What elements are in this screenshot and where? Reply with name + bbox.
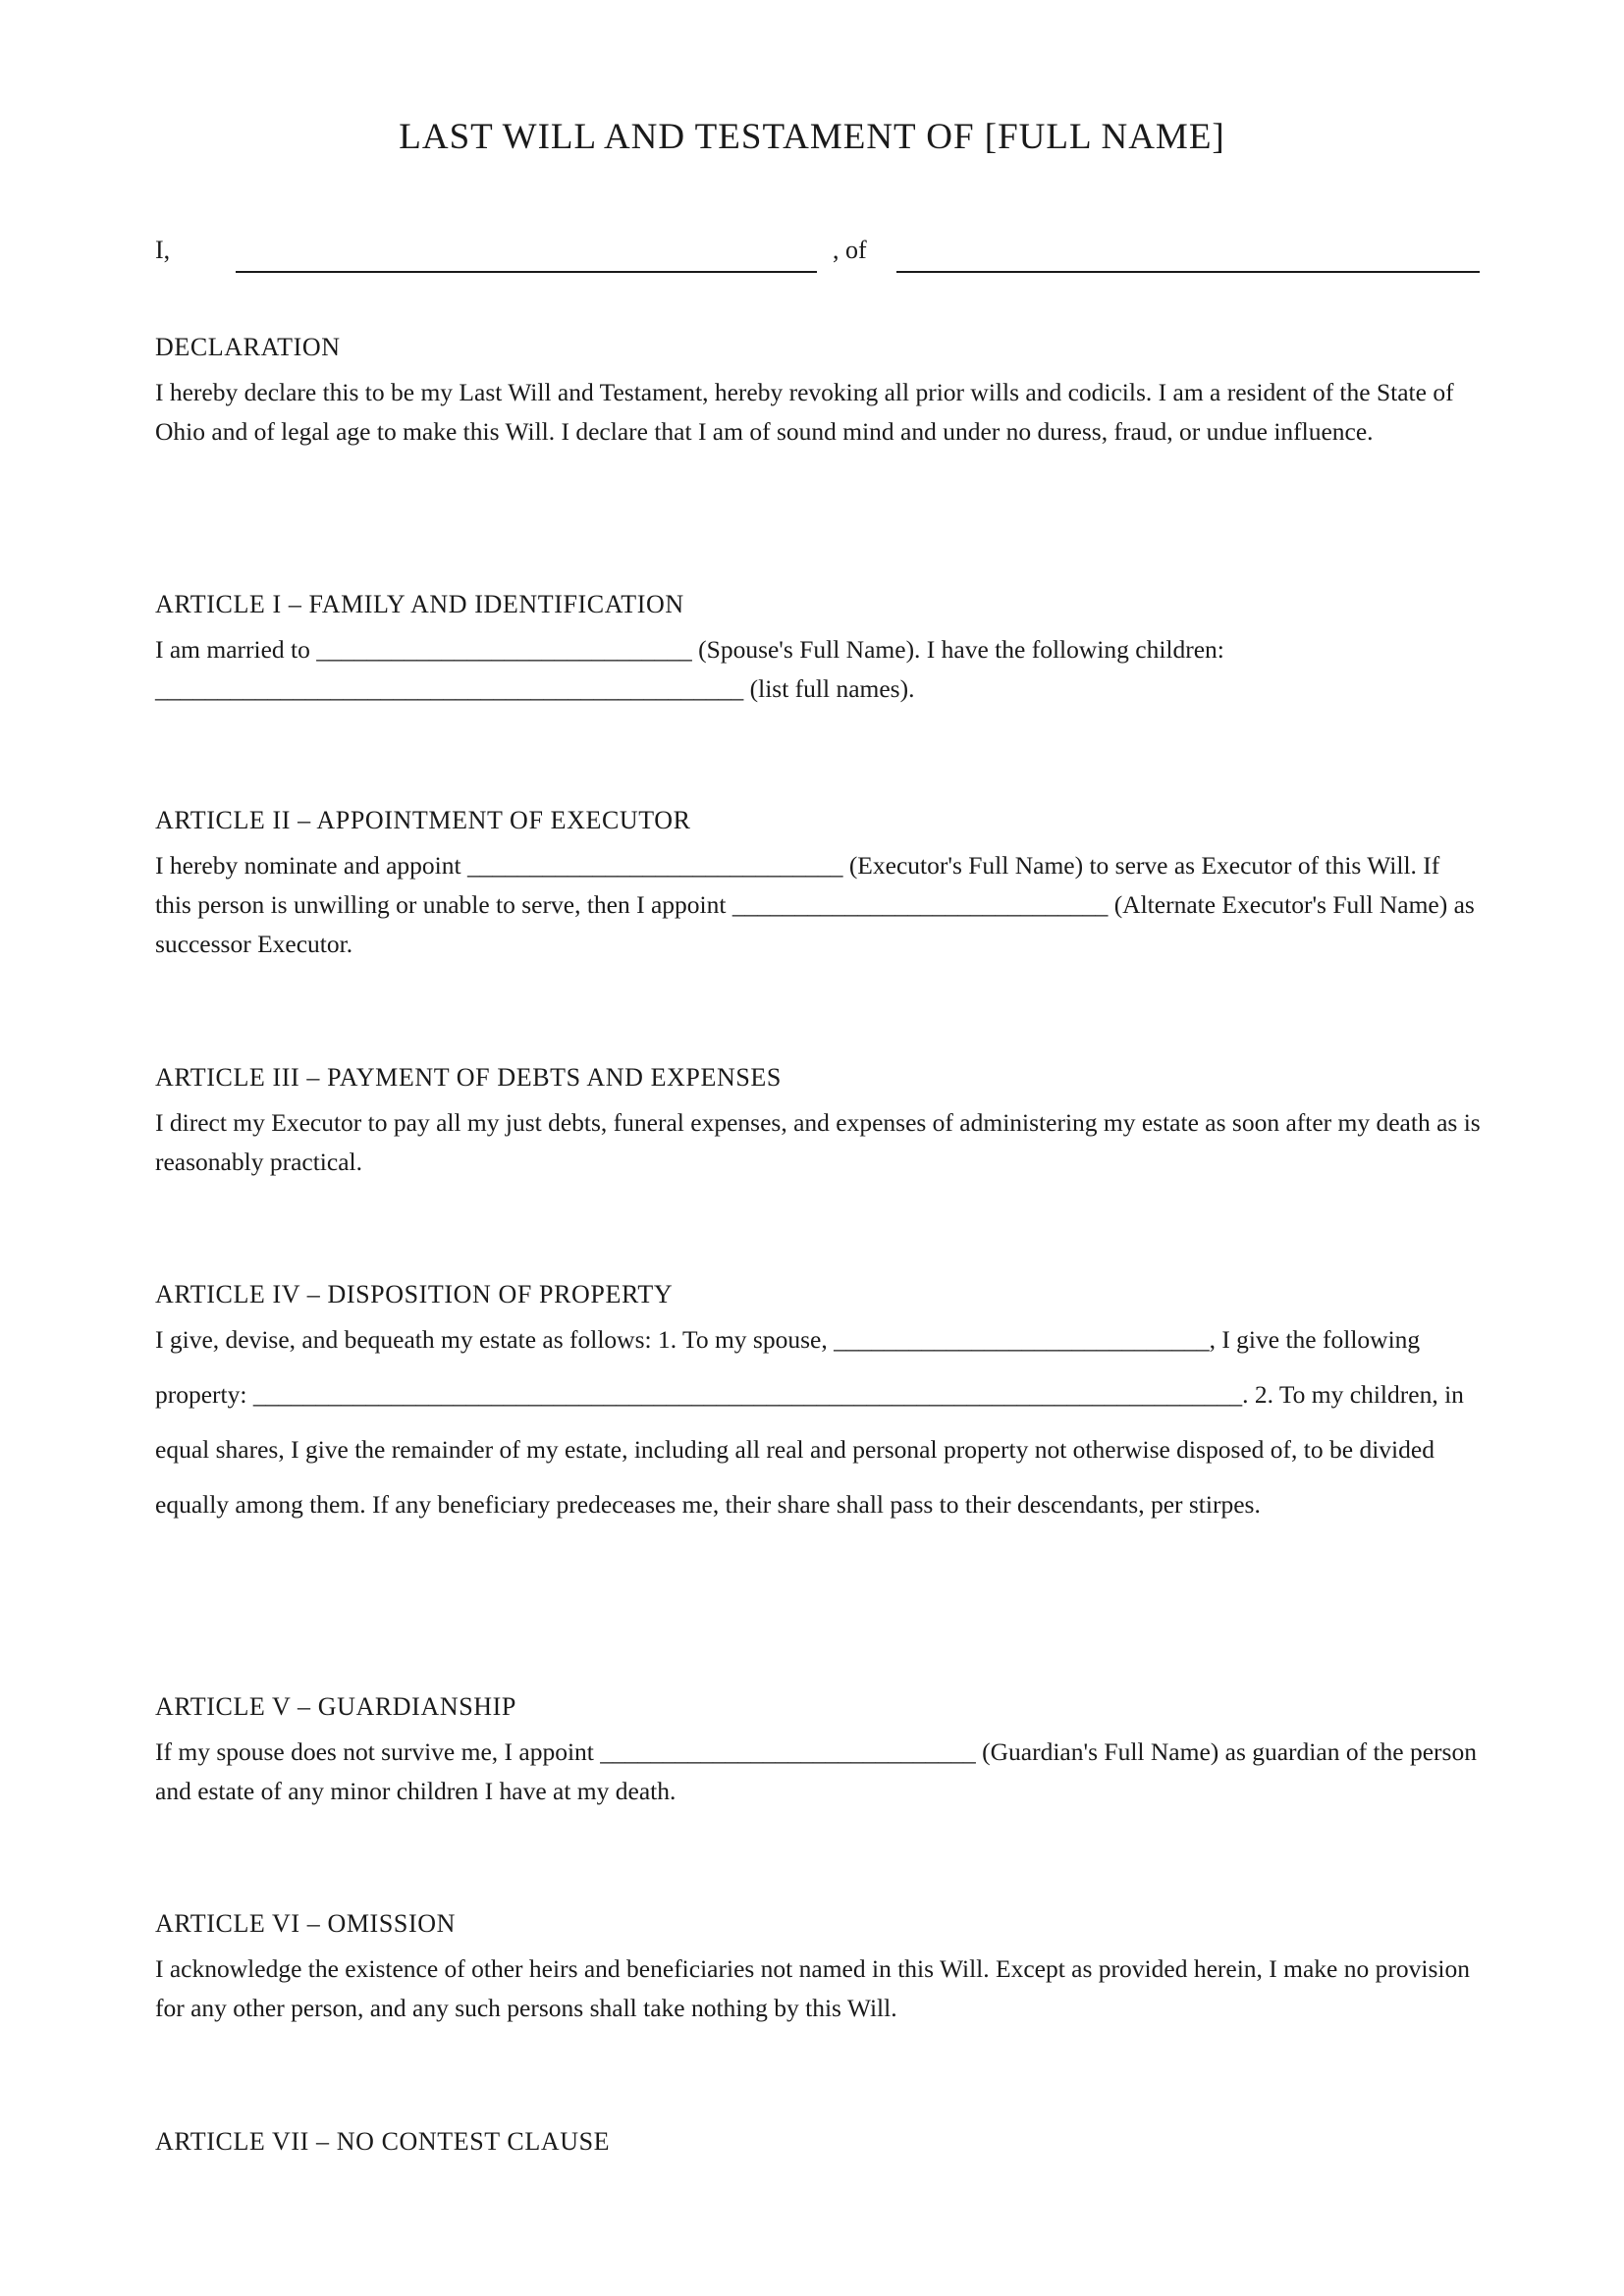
section-heading: ARTICLE V – GUARDIANSHIP xyxy=(155,1692,516,1721)
section-article-3 xyxy=(155,1060,1481,1182)
document-title: LAST WILL AND TESTAMENT OF [FULL NAME] xyxy=(399,117,1225,157)
section-heading: ARTICLE III – PAYMENT OF DEBTS AND EXPENSES xyxy=(155,1063,782,1092)
testator-residence-blank[interactable] xyxy=(896,271,1480,273)
section-heading: ARTICLE I – FAMILY AND IDENTIFICATION xyxy=(155,590,684,618)
section-text: I hereby declare this to be my Last Will and Testament, hereby revoking all prior wills and codicils. I am a resident of the State of Ohio and of legal age to make this Will. I declare that I am of sound mind and under no duress, fraud, or undue influence. xyxy=(155,378,1454,446)
section-text: I acknowledge the existence of other heirs and beneficiaries not named in this Will. Except as provided herein, I make no provision for any other person, and any such persons shall take nothing by this Will. xyxy=(155,1954,1470,2022)
intro-of-label: , of xyxy=(833,236,867,264)
section-article-4 xyxy=(155,1277,1481,1532)
testator-name-blank[interactable] xyxy=(236,271,817,273)
section-article-7 xyxy=(155,2124,1481,2160)
section-heading: ARTICLE IV – DISPOSITION OF PROPERTY xyxy=(155,1280,674,1308)
intro-prefix: I, xyxy=(155,236,171,264)
section-text: I direct my Executor to pay all my just debts, funeral expenses, and expenses of administering my estate as soon after my death as is reasonably practical. xyxy=(155,1108,1481,1176)
section-heading: ARTICLE II – APPOINTMENT OF EXECUTOR xyxy=(155,806,691,834)
section-text: I hereby nominate and appoint ______________________________ (Executor's Full Name) to serve as Executor of this Will. If this person is unwilling or unable to serve, then I appoint ______________________________ (Alternate Executor's Full Name) as successor Executor. xyxy=(155,851,1475,958)
section-text: I am married to ______________________________ (Spouse's Full Name). I have the following children: _______________________________________________ (list full names). xyxy=(155,635,1224,703)
section-heading: DECLARATION xyxy=(155,333,341,361)
section-heading: ARTICLE VII – NO CONTEST CLAUSE xyxy=(155,2127,611,2156)
section-heading: ARTICLE VI – OMISSION xyxy=(155,1909,456,1938)
section-article-6 xyxy=(155,1906,1481,2028)
section-article-2 xyxy=(155,803,1481,964)
section-text: If my spouse does not survive me, I appoint ______________________________ (Guardian's Full Name) as guardian of the person and estate of any minor children I have at my death. xyxy=(155,1737,1477,1805)
section-text: I give, devise, and bequeath my estate as follows: 1. To my spouse, ______________________________, I give the following property: _______________________________________________________________________________. 2. To my children, in equal shares, I give the remainder of my estate, including all real and personal property not otherwise disposed of, to be divided equally among them. If any beneficiary predeceases me, their share shall pass to their descendants, per stirpes. xyxy=(155,1325,1464,1519)
testator-intro-line xyxy=(155,236,1481,275)
section-article-5 xyxy=(155,1689,1481,1811)
section-article-1 xyxy=(155,587,1481,709)
section-declaration xyxy=(155,330,1481,452)
